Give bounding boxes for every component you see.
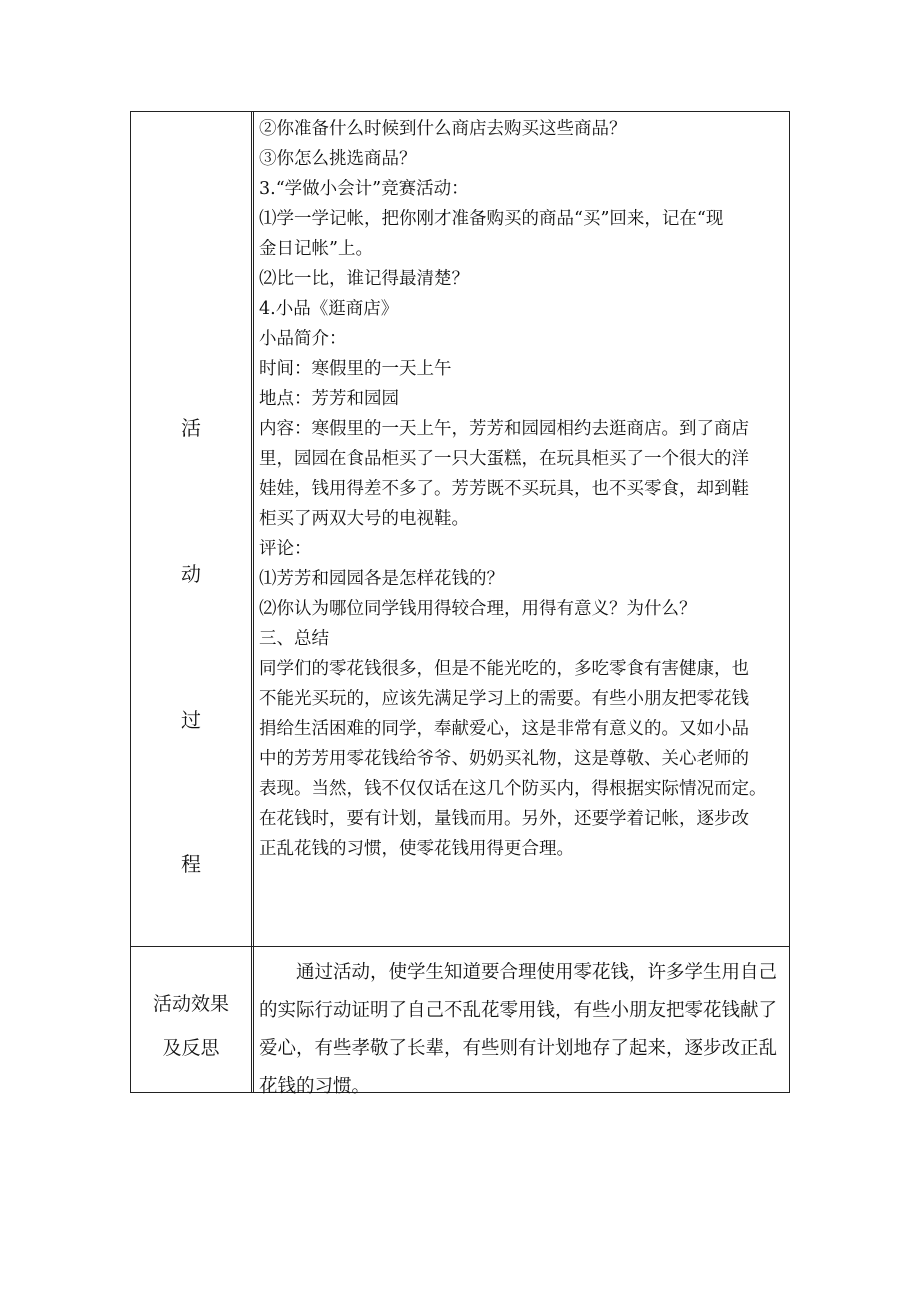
process-line: ③你怎么挑选商品？ [259,149,417,169]
effect-line: 花钱的习惯。 [259,1076,371,1097]
process-line: 娃娃，钱用得差不多了。芳芳既不买玩具，也不买零食，却到鞋 [259,479,749,499]
effect-label-line-1: 活动效果 [152,993,229,1015]
process-line: 捐给生活困难的同学，奉献爱心，这是非常有意义的。又如小品 [259,719,749,739]
effect-line: 通过活动，使学生知道要合理使用零花钱，许多学生用自己 [259,962,778,983]
process-line: 内容：寒假里的一天上午，芳芳和园园相约去逛商店。到了商店 [259,419,749,439]
process-content [259,114,784,864]
process-line: 地点：芳芳和园园 [259,389,399,409]
process-line: 时间：寒假里的一天上午 [259,359,452,379]
process-line: 表现。当然，钱不仅仅话在这几个防买内，得根据实际情况而定。 [259,779,767,799]
process-line: 同学们的零花钱很多，但是不能光吃的，多吃零食有害健康，也 [259,659,749,679]
column-divider-inner [253,112,254,1092]
process-line: 3.“学做小会计”竞赛活动： [259,179,469,199]
column-divider [251,112,252,1092]
effect-line: 的实际行动证明了自己不乱花零用钱，有些小朋友把零花钱献了 [259,1000,778,1021]
process-label-char-3: 过 [181,708,201,732]
process-line: ②你准备什么时候到什么商店去购买这些商品？ [259,119,627,139]
process-line: 评论： [259,539,312,559]
effect-content [259,954,784,1106]
process-line: ⑵比一比，谁记得最清楚？ [259,269,469,289]
process-label-char-2: 动 [181,562,201,586]
process-line: 柜买了两双大号的电视鞋。 [259,509,469,529]
process-line: ⑴学一学记帐，把你刚才准备购买的商品“买”回来，记在“现 [259,209,724,229]
process-line: 不能光买玩的，应该先满足学习上的需要。有些小朋友把零花钱 [259,689,749,709]
process-label-char-1: 活 [181,416,201,440]
process-line: 中的芳芳用零花钱给爷爷、奶奶买礼物，这是尊敬、关心老师的 [259,749,749,769]
process-line: 在花钱时，要有计划，量钱而用。另外，还要学着记帐，逐步改 [259,809,749,829]
process-line: 正乱花钱的习惯，使零花钱用得更合理。 [259,839,574,859]
process-label-char-4: 程 [181,852,201,876]
process-line: 4.小品《逛商店》 [259,299,399,319]
effect-label-line-2: 及反思 [162,1037,220,1059]
process-line: ⑵你认为哪位同学钱用得较合理，用得有意义？为什么？ [259,599,697,619]
process-line: 里，园园在食品柜买了一只大蛋糕，在玩具柜买了一个很大的洋 [259,449,749,469]
effect-label [131,982,251,1070]
process-line: 小品简介： [259,329,347,349]
row-divider [131,946,789,947]
process-line: 三、总结 [259,629,329,649]
process-line: 金日记帐”上。 [259,239,373,259]
activity-table [130,111,790,1097]
process-line: ⑴芳芳和园园各是怎样花钱的？ [259,569,504,589]
effect-line: 爱心，有些孝敬了长辈，有些则有计划地存了起来，逐步改正乱 [259,1038,778,1059]
